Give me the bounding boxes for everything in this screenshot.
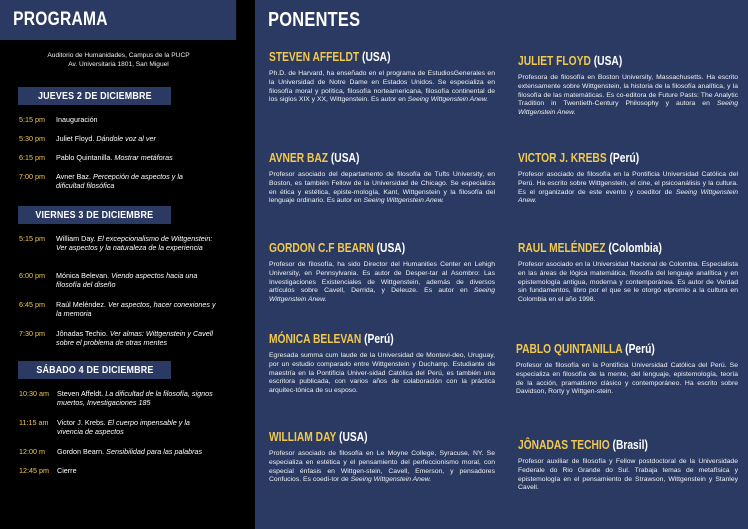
- event-title: Viendo aspectos hacia una filosofía del diseño: [56, 271, 198, 289]
- event-time: 11:15 am: [19, 418, 49, 427]
- speaker-card: [518, 241, 738, 305]
- ponentes-title: PONENTES: [268, 8, 361, 31]
- event-speaker: Victor J. Krebs.: [57, 418, 108, 427]
- event-title: Percepción de aspectos y la dificultad filosófica: [56, 172, 183, 190]
- ponentes-panel: [255, 0, 748, 529]
- event-time: 10:30 am: [19, 389, 49, 398]
- event-time: 5:30 pm: [19, 134, 45, 143]
- event-time: 6:45 pm: [19, 300, 45, 309]
- speaker-bio: Profesora de filosofía en Boston University, Massachusetts. Ha escrito extensamente sobre Wittgenstein, la historia de la filosofía analítica, y la filosofía de las matemáticas. Es co-editora de Future Pasts: The Analytic Tradition in Twentieth-Century Philosophy y autora en Seeing Wittgenstein Anew.: [518, 74, 738, 117]
- speaker-country: (USA): [362, 50, 391, 64]
- speaker-card: [269, 332, 495, 396]
- event-time: 7:00 pm: [19, 172, 45, 181]
- programa-title: PROGRAMA: [13, 9, 108, 30]
- event-speaker: Steven Affeldt.: [57, 389, 106, 398]
- speaker-bio: Profesor de filosofía en la Pontificia Universidad Católica del Perú. Se especializa en filosofía de la mente, del lenguaje, epistemología, teoría de la acción, pramatismo clásico y contemporáneo. Ha escrito sobre Davidson, Rorty y Wittgen-stein.: [516, 362, 738, 396]
- speaker-name: AVNER BAZ (USA): [269, 151, 360, 165]
- speaker-name: PABLO QUINTANILLA (Perú): [516, 342, 655, 356]
- speaker-country: (USA): [593, 54, 623, 68]
- speaker-card: [518, 151, 738, 206]
- event-title: Ver almas: Wittgenstein y Cavell sobre el problema de otras mentes: [56, 329, 213, 347]
- event-title: Mostrar metáforas: [114, 153, 173, 162]
- speaker-bio: Profesor de filosofía, ha sido Director del Humanities Center en Lehigh University, en Pennsylvania. Es autor de Desper-tar al Asombro: Las Investigaciones Existenciales de Wittgenstein, además de diversos artículos sobre Cavell, Derrida, y Deleuze. Es autor en Seeing Wittgenstein Anew.: [269, 261, 495, 304]
- event-speaker: Cierre: [57, 466, 77, 475]
- speaker-bio: Profesor asociado de filosofía en Le Moyne College, Syracuse, NY. Se especializa en estética y el pensamiento del perfeccionismo moral, con especial énfasis en Wittgen-stein, Cavell, Emerson, y pensadores Confucios. Es coedi-tor de Seeing Wittgenstein Anew.: [269, 450, 495, 484]
- speaker-bio: Ph.D. de Harvard, ha enseñado en el programa de EstudiosGenerales en la Universidad de Notre Dame en Estados Unidos. Se especializa en filosofía moral y política, filosofía norteamericana, filosofía continental de los siglos XIX y XX, Wittgenstein. Es autor en Seeing Wittgenstein Anew.: [269, 70, 495, 104]
- event-speaker: William Day.: [56, 234, 98, 243]
- speaker-card: [516, 342, 738, 397]
- speaker-name: RAUL MELÉNDEZ (Colombia): [518, 241, 662, 255]
- event-speaker: Mónica Belevan.: [56, 271, 112, 280]
- event-title: El cuerpo impensable y la vivencia de aspectos: [57, 418, 190, 436]
- speaker-bio: Egresada summa cum laude de la Universidad de Montevi-deo, Uruguay, por un estudio comparado entre Wittgenstein y Duchamp. Estudiante de maestría en la Pontificia Univer-sidad Católica del Perú, es también una escritora publicada, con varios años de colaboración con la práctica arquitec-tónica de su esposo.: [269, 352, 495, 395]
- event-speaker: Gordon Bearn.: [57, 447, 107, 456]
- event-title: Dándole voz al ver: [96, 134, 156, 143]
- speaker-country: (Colombia): [608, 241, 662, 255]
- event-speaker: Avner Baz.: [56, 172, 94, 181]
- speaker-name: JÔNADAS TECHIO (Brasil): [518, 438, 648, 452]
- event-speaker: Jônadas Techio.: [56, 329, 110, 338]
- event-time: 6:00 pm: [19, 271, 45, 280]
- speaker-card: [518, 438, 738, 493]
- speaker-country: (Perú): [625, 342, 655, 356]
- ponentes-header: [255, 0, 361, 40]
- event-title: El excepcionalismo de Wittgenstein: Ver aspectos y la naturaleza de la experiencia: [56, 234, 213, 252]
- day-heading: JUEVES 2 DE DICIEMBRE: [18, 87, 171, 105]
- programa-header: [0, 0, 236, 40]
- speaker-country: (USA): [330, 151, 360, 165]
- event-title: Ver aspectos, hacer conexiones y la memoria: [56, 300, 216, 318]
- event-speaker: Pablo Quintanilla.: [56, 153, 115, 162]
- day-heading: SÁBADO 4 DE DICIEMBRE: [18, 361, 171, 379]
- venue: [0, 51, 237, 69]
- speaker-bio: Profesor asociado de filosofía en la Pontificia Universidad Católica del Perú. Ha escrito sobre Wittgenstein, el cine, el psicoanálisis y la cultura. Es el organizador de este evento y coeditor de Seeing Wittgenstein Anew.: [518, 171, 738, 205]
- event-speaker: Inauguración: [56, 115, 98, 124]
- speaker-country: (USA): [376, 241, 406, 255]
- speaker-card: [269, 151, 495, 206]
- speaker-card: [518, 54, 738, 118]
- event-time: 12:45 pm: [19, 466, 49, 475]
- speaker-card: [269, 430, 495, 485]
- day-heading: VIERNES 3 DE DICIEMBRE: [18, 206, 171, 224]
- event-time: 6:15 pm: [19, 153, 45, 162]
- speaker-country: (USA): [339, 430, 368, 444]
- venue-line-2: Av. Universitaria 1801, San Miguel: [68, 61, 169, 68]
- speaker-country: (Brasil): [612, 438, 648, 452]
- speaker-name: JULIET FLOYD (USA): [518, 54, 623, 68]
- speaker-bio: Profesor asociado en la Universidad Nacional de Colombia. Especialista en las áreas de lógica matemática, filosofía del lenguaje analítica y en epistemología antigua, moderna y contemporánea. Es autor de Verdad sin fundamentos, libro por el que se le otorgó elpremio a la cultura en Colombia en el año 1998.: [518, 261, 738, 304]
- event-time: 5:15 pm: [19, 115, 45, 124]
- event-time: 7:30 pm: [19, 329, 45, 338]
- speaker-card: [269, 241, 495, 305]
- event-time: 5:15 pm: [19, 234, 45, 243]
- event-title: Sensibilidad para las palabras: [106, 447, 203, 456]
- speaker-name: STEVEN AFFELDT (USA): [269, 50, 391, 64]
- programa-panel: [0, 0, 237, 529]
- speaker-bio: Profesor asociado del departamento de filosofía de Tufts University, en Boston, es también Fellow de la Universidad de Chicago. Se especializa en ética y estética, episte-mología, Kant, Wittgenstein y la filosofía del lenguaje ordinario. Es autor en Seeing Wittgenstein Anew.: [269, 171, 495, 205]
- speaker-name: WILLIAM DAY (USA): [269, 430, 368, 444]
- event-speaker: Juliet Floyd.: [56, 134, 97, 143]
- speaker-card: [269, 50, 495, 105]
- venue-line-1: Auditorio de Humanidades, Campus de la PUCP: [47, 52, 190, 59]
- speaker-country: (Perú): [364, 332, 394, 346]
- speaker-bio: Profesor auxiliar de filosofía y Fellow postdoctoral de la Universidade Federale do Rio Grande do Sul. Trabaja temas de metafísica y epistemología en el pensamiento de Strawson, Wittgenstein y Stanley Cavell.: [518, 458, 738, 492]
- speaker-country: (Perú): [609, 151, 640, 165]
- speaker-name: MÓNICA BELEVAN (Perú): [269, 332, 394, 346]
- event-title: La dificultad de la filosofía, signos muertos, Investigaciones 185: [57, 389, 213, 407]
- speaker-name: VICTOR J. KREBS (Perú): [518, 151, 640, 165]
- event-time: 12:00 m: [19, 447, 45, 456]
- speaker-name: GORDON C.F BEARN (USA): [269, 241, 406, 255]
- event-speaker: Raúl Meléndez.: [56, 300, 108, 309]
